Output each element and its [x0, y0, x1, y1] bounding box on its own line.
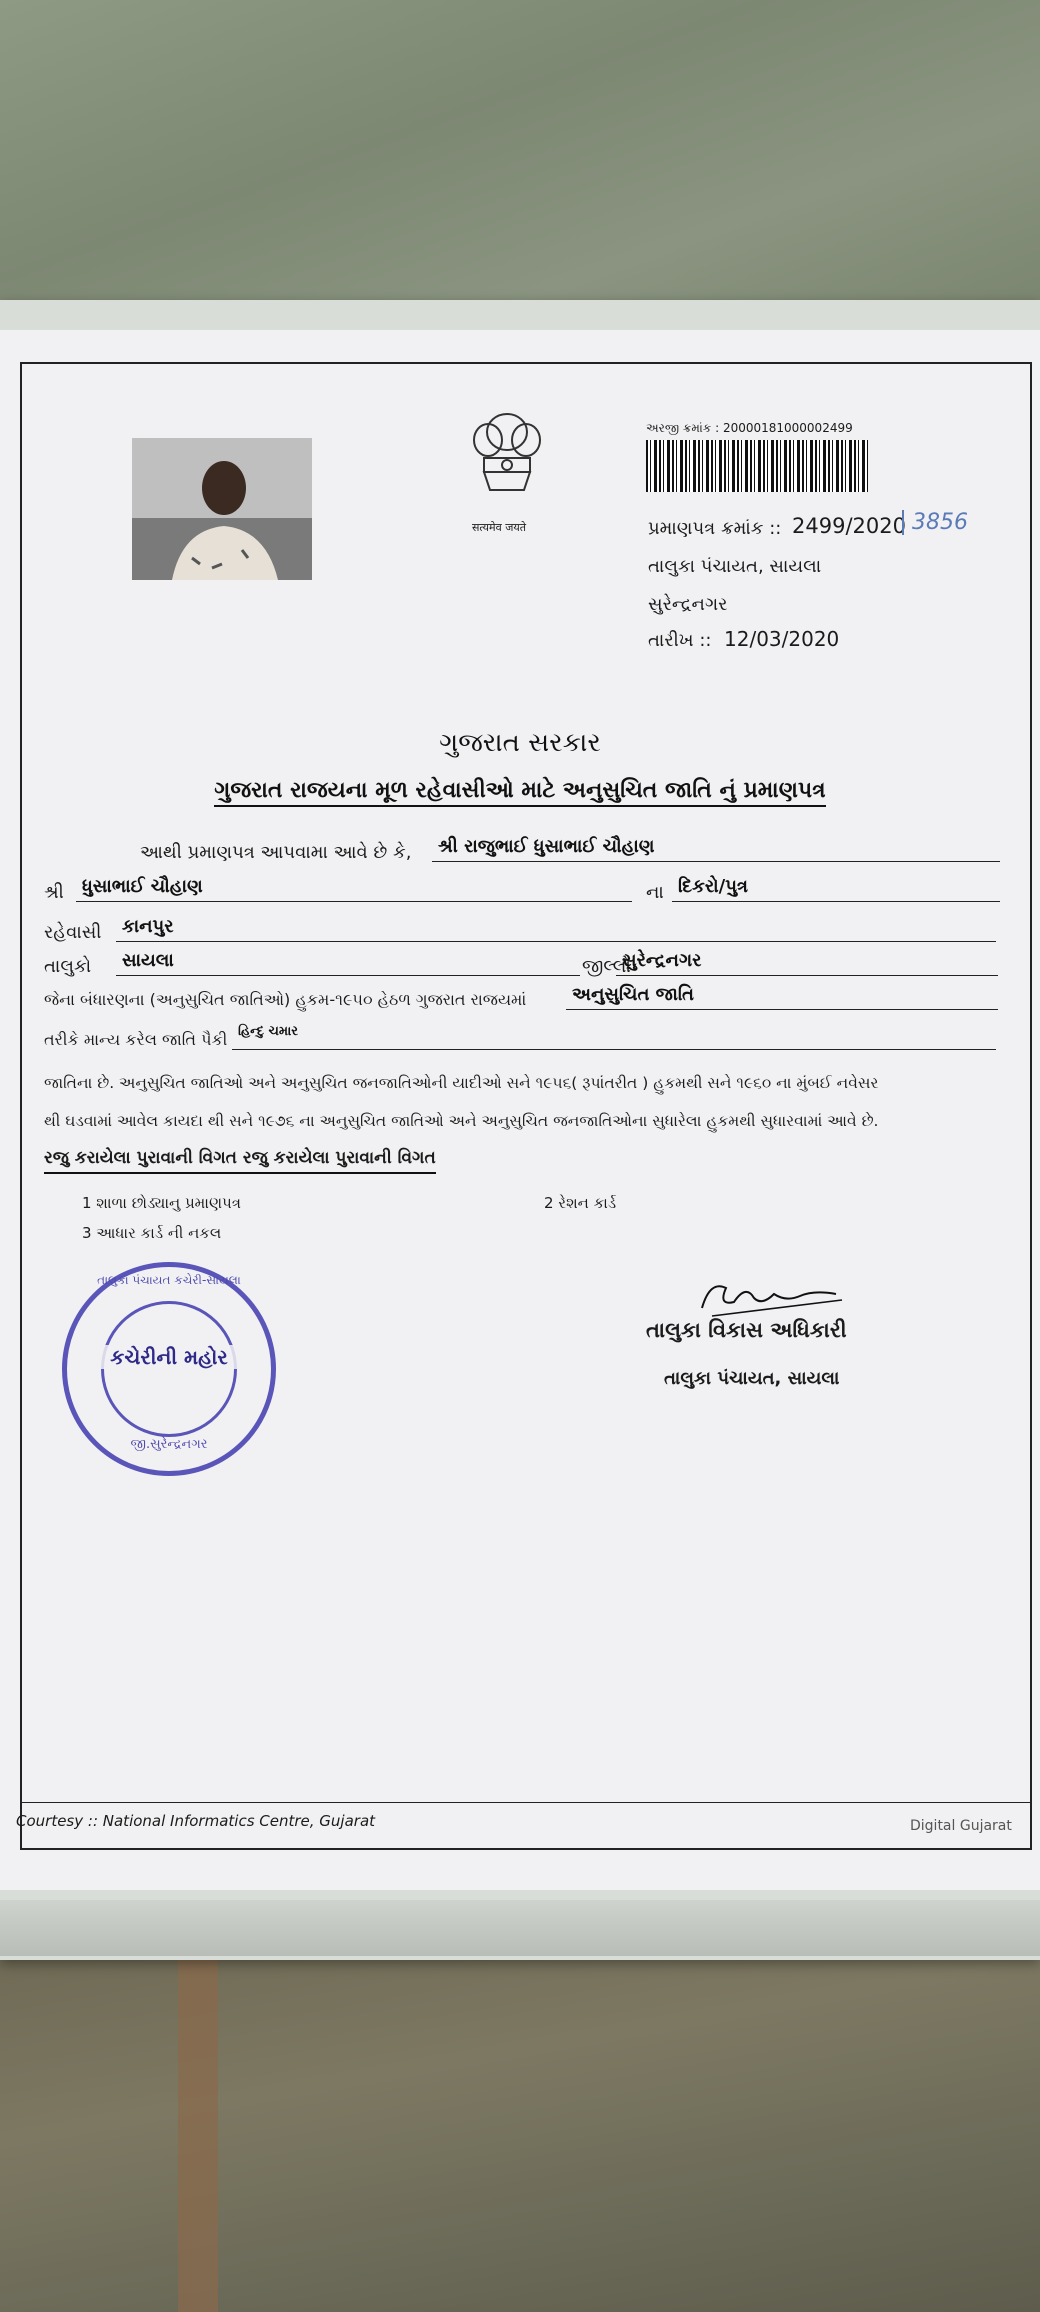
office-seal	[62, 1262, 276, 1476]
district-field: સુરેન્દ્રનગર	[616, 950, 998, 976]
taluka-label: તાલુકો	[44, 956, 92, 977]
shri-label: શ્રી	[44, 882, 64, 903]
issue-date: 12/03/2020	[724, 627, 840, 651]
person-name-field: શ્રી રાજુભાઈ ધુસાભાઈ ચૌહાણ	[432, 836, 1000, 862]
paragraph-line-2: થી ઘડવામાં આવેલ કાયદા થી સને ૧૯૭૬ ના અનુસુચિત જાતિઓ અને અનુસુચિત જનજાતિઓના સુધારેલા હુકમથી સુધારવામાં આવે છે.	[44, 1112, 879, 1130]
applicant-photo	[132, 438, 312, 580]
resident-label: રહેવાસી	[44, 922, 102, 943]
handwritten-number: 3856	[902, 510, 968, 535]
background-strip	[178, 1960, 218, 2312]
evidence-item-2: 2 રેશન કાર્ડ	[544, 1194, 617, 1212]
footer-digital-gujarat: Digital Gujarat	[910, 1818, 1012, 1834]
application-number: અરજી ક્રમાંક : 20000181000002499	[646, 421, 853, 435]
certificate-number: 2499/2020	[792, 514, 906, 538]
seal-ring-text-top: તાલુકા પંચાયત કચેરી-સાયલા	[97, 1273, 241, 1287]
certificate-title	[0, 778, 1040, 803]
plastic-sleeve-edge	[0, 1900, 1040, 1956]
officer-signature	[696, 1276, 846, 1322]
constitution-text: જેના બંધારણના (અનુસુચિત જાતિઓ) હુકમ-૧૯૫૦ હેઠળ ગુજરાત રાજયમાં	[44, 990, 527, 1009]
seal-text: કચેરીની મહોર	[85, 1345, 253, 1369]
father-name-field: ધુસાભાઈ ચૌહાણ	[76, 876, 632, 902]
certificate-border	[20, 362, 1032, 1850]
caste-field: હિન્દુ ચમાર	[232, 1024, 996, 1050]
footer-divider	[20, 1802, 1032, 1803]
barcode	[646, 440, 868, 492]
certificate-title-text: ગુજરાત રાજયના મૂળ રહેવાસીઓ માટે અનુસુચિત જાતિ નું પ્રમાણપત્ર	[214, 778, 825, 807]
evidence-item-3: 3 આધાર કાર્ડ ની નકલ	[82, 1224, 222, 1242]
evidence-heading: રજુ કરાયેલા પુરાવાની વિગત રજુ કરાયેલા પુરાવાની વિગત	[44, 1148, 436, 1174]
footer-courtesy: Courtesy :: National Informatics Centre, Gujarat	[16, 1812, 376, 1830]
seal-ring-text-bottom: જી.સુરેન્દ્રનગર	[130, 1437, 208, 1452]
date-label: તારીખ ::	[648, 630, 712, 651]
issuer-office: તાલુકા પંચાયત, સાયલા	[648, 556, 822, 577]
background-floor	[0, 1950, 1040, 2312]
caste-category-field: અનુસુચિત જાતિ	[566, 984, 998, 1010]
government-heading: ગુજરાત સરકાર	[439, 728, 601, 758]
intro-text: આથી પ્રમાણપત્ર આપવામા આવે છે કે,	[140, 842, 412, 863]
officer-title: તાલુકા વિકાસ અધિકારી	[646, 1318, 847, 1342]
taluka-field: સાયલા	[116, 950, 580, 976]
emblem-motto: सत्यमेव जयते	[472, 521, 527, 534]
issuer-district: સુરેન્દ્રનગર	[648, 594, 728, 615]
certificate-number-label: પ્રમાણપત્ર ક્રમાંક ::	[648, 518, 782, 539]
relation-field: દિકરો/પુત્ર	[672, 876, 1000, 902]
background-surface-top	[0, 0, 1040, 320]
village-field: કાનપુર	[116, 916, 996, 942]
national-emblem-icon	[462, 404, 552, 514]
caste-recognized-label: તરીકે માન્ય કરેલ જાતિ પૈકી	[44, 1030, 228, 1049]
office-seal-inner-ring	[101, 1301, 237, 1437]
officer-office: તાલુકા પંચાયત, સાયલા	[664, 1368, 840, 1389]
evidence-item-1: 1 શાળા છોડ્યાનુ પ્રમાણપત્ર	[82, 1194, 241, 1212]
paragraph-line-1: જાતિના છે. અનુસુચિત જાતિઓ અને અનુસુચિત જનજાતિઓની યાદીઓ સને ૧૯૫૬( રૂપાંતરીત ) હુકમથી સને ૧૯૬૦ ના મુંબઈ નવેસર	[44, 1074, 879, 1092]
district-label: જીલ્લો	[582, 956, 631, 977]
na-label: ના	[646, 882, 664, 903]
